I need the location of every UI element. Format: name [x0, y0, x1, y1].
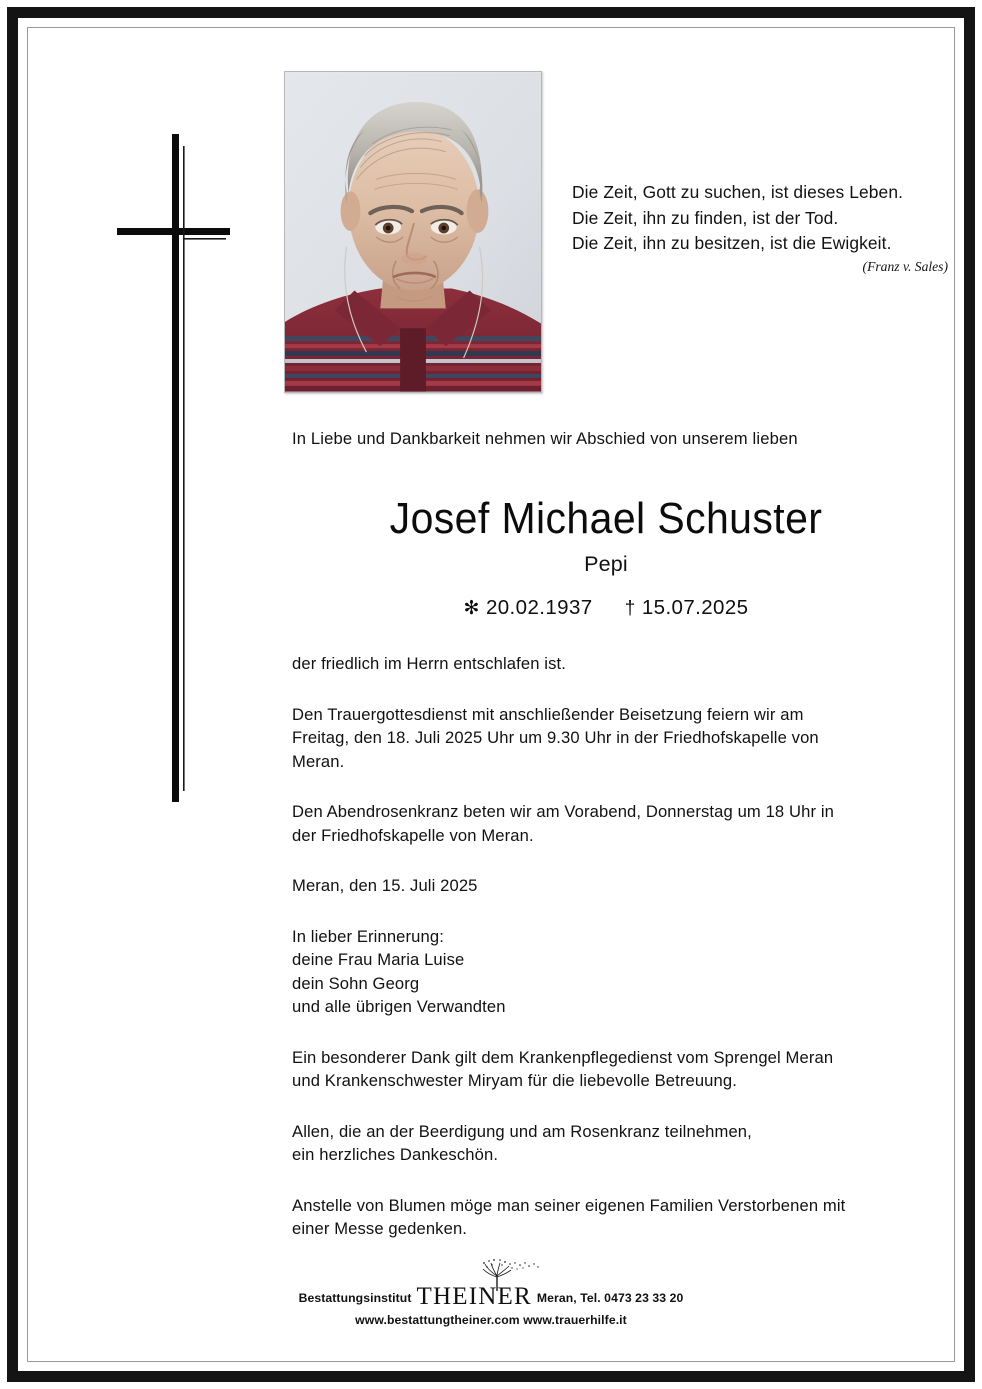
birth-star-icon: ✻	[463, 598, 480, 619]
deceased-nickname: Pepi	[584, 552, 628, 576]
footer-websites[interactable]: www.bestattungtheiner.com www.trauerhilfe.it	[355, 1313, 627, 1327]
quote-author: (Franz v. Sales)	[862, 258, 948, 274]
footer-prefix: Bestattungsinstitut	[298, 1291, 412, 1305]
card-outer-border	[7, 7, 975, 1382]
paragraph-thanks-attendees: Allen, die an der Beerdigung und am Rosenkranz teilnehmen, ein herzliches Dankeschön.	[292, 1121, 752, 1164]
paragraph-passing: der friedlich im Herrn entschlafen ist.	[292, 654, 566, 673]
deceased-name: Josef Michael Schuster	[389, 494, 823, 543]
intro-text: In Liebe und Dankbarkeit nehmen wir Abschied von unserem lieben	[292, 429, 798, 448]
paragraph-funeral-service: Den Trauergottesdienst mit anschließender Beisetzung feiern wir am Freitag, den 18. Juli 2025 Uhr um 9.30 Uhr in der Friedhofskapelle von Meran.	[292, 704, 819, 771]
footer-company-line	[28, 1283, 954, 1311]
quote-line-2: Die Zeit, ihn zu finden, ist der Tod.	[572, 207, 839, 228]
quote-block	[572, 180, 952, 275]
footer-contact: Meran, Tel. 0473 23 33 20	[536, 1291, 684, 1305]
funeral-home-footer	[28, 1283, 954, 1327]
paragraph-thanks-care: Ein besonderer Dank gilt dem Krankenpflegedienst vom Sprengel Meran und Krankenschwester Miryam für die liebevolle Betreuung.	[292, 1047, 834, 1090]
portrait-photo	[284, 71, 542, 393]
paragraph-place-date: Meran, den 15. Juli 2025	[292, 876, 478, 895]
death-date: 15.07.2025	[641, 596, 749, 619]
birth-date: 20.02.1937	[485, 596, 593, 619]
life-dates	[292, 596, 920, 621]
paragraph-survivors: In lieber Erinnerung: deine Frau Maria Luise dein Sohn Georg und alle übrigen Verwandten	[292, 926, 506, 1016]
paragraph-in-lieu-of-flowers: Anstelle von Blumen möge man seiner eigenen Familien Verstorbenen mit einer Messe gedenken.	[292, 1195, 846, 1238]
death-cross-icon: †	[624, 598, 636, 619]
quote-line-3: Die Zeit, ihn zu besitzen, ist die Ewigkeit.	[572, 233, 892, 253]
cross-icon	[112, 128, 252, 808]
card-inner-border	[27, 27, 955, 1362]
obituary-body	[292, 428, 920, 1241]
paragraph-rosary: Den Abendrosenkranz beten wir am Vorabend, Donnerstag um 18 Uhr in der Friedhofskapelle von Meran.	[292, 802, 834, 845]
footer-brand-name: THEINER	[416, 1283, 532, 1310]
quote-line-1: Die Zeit, Gott zu suchen, ist dieses Leben.	[572, 182, 904, 202]
